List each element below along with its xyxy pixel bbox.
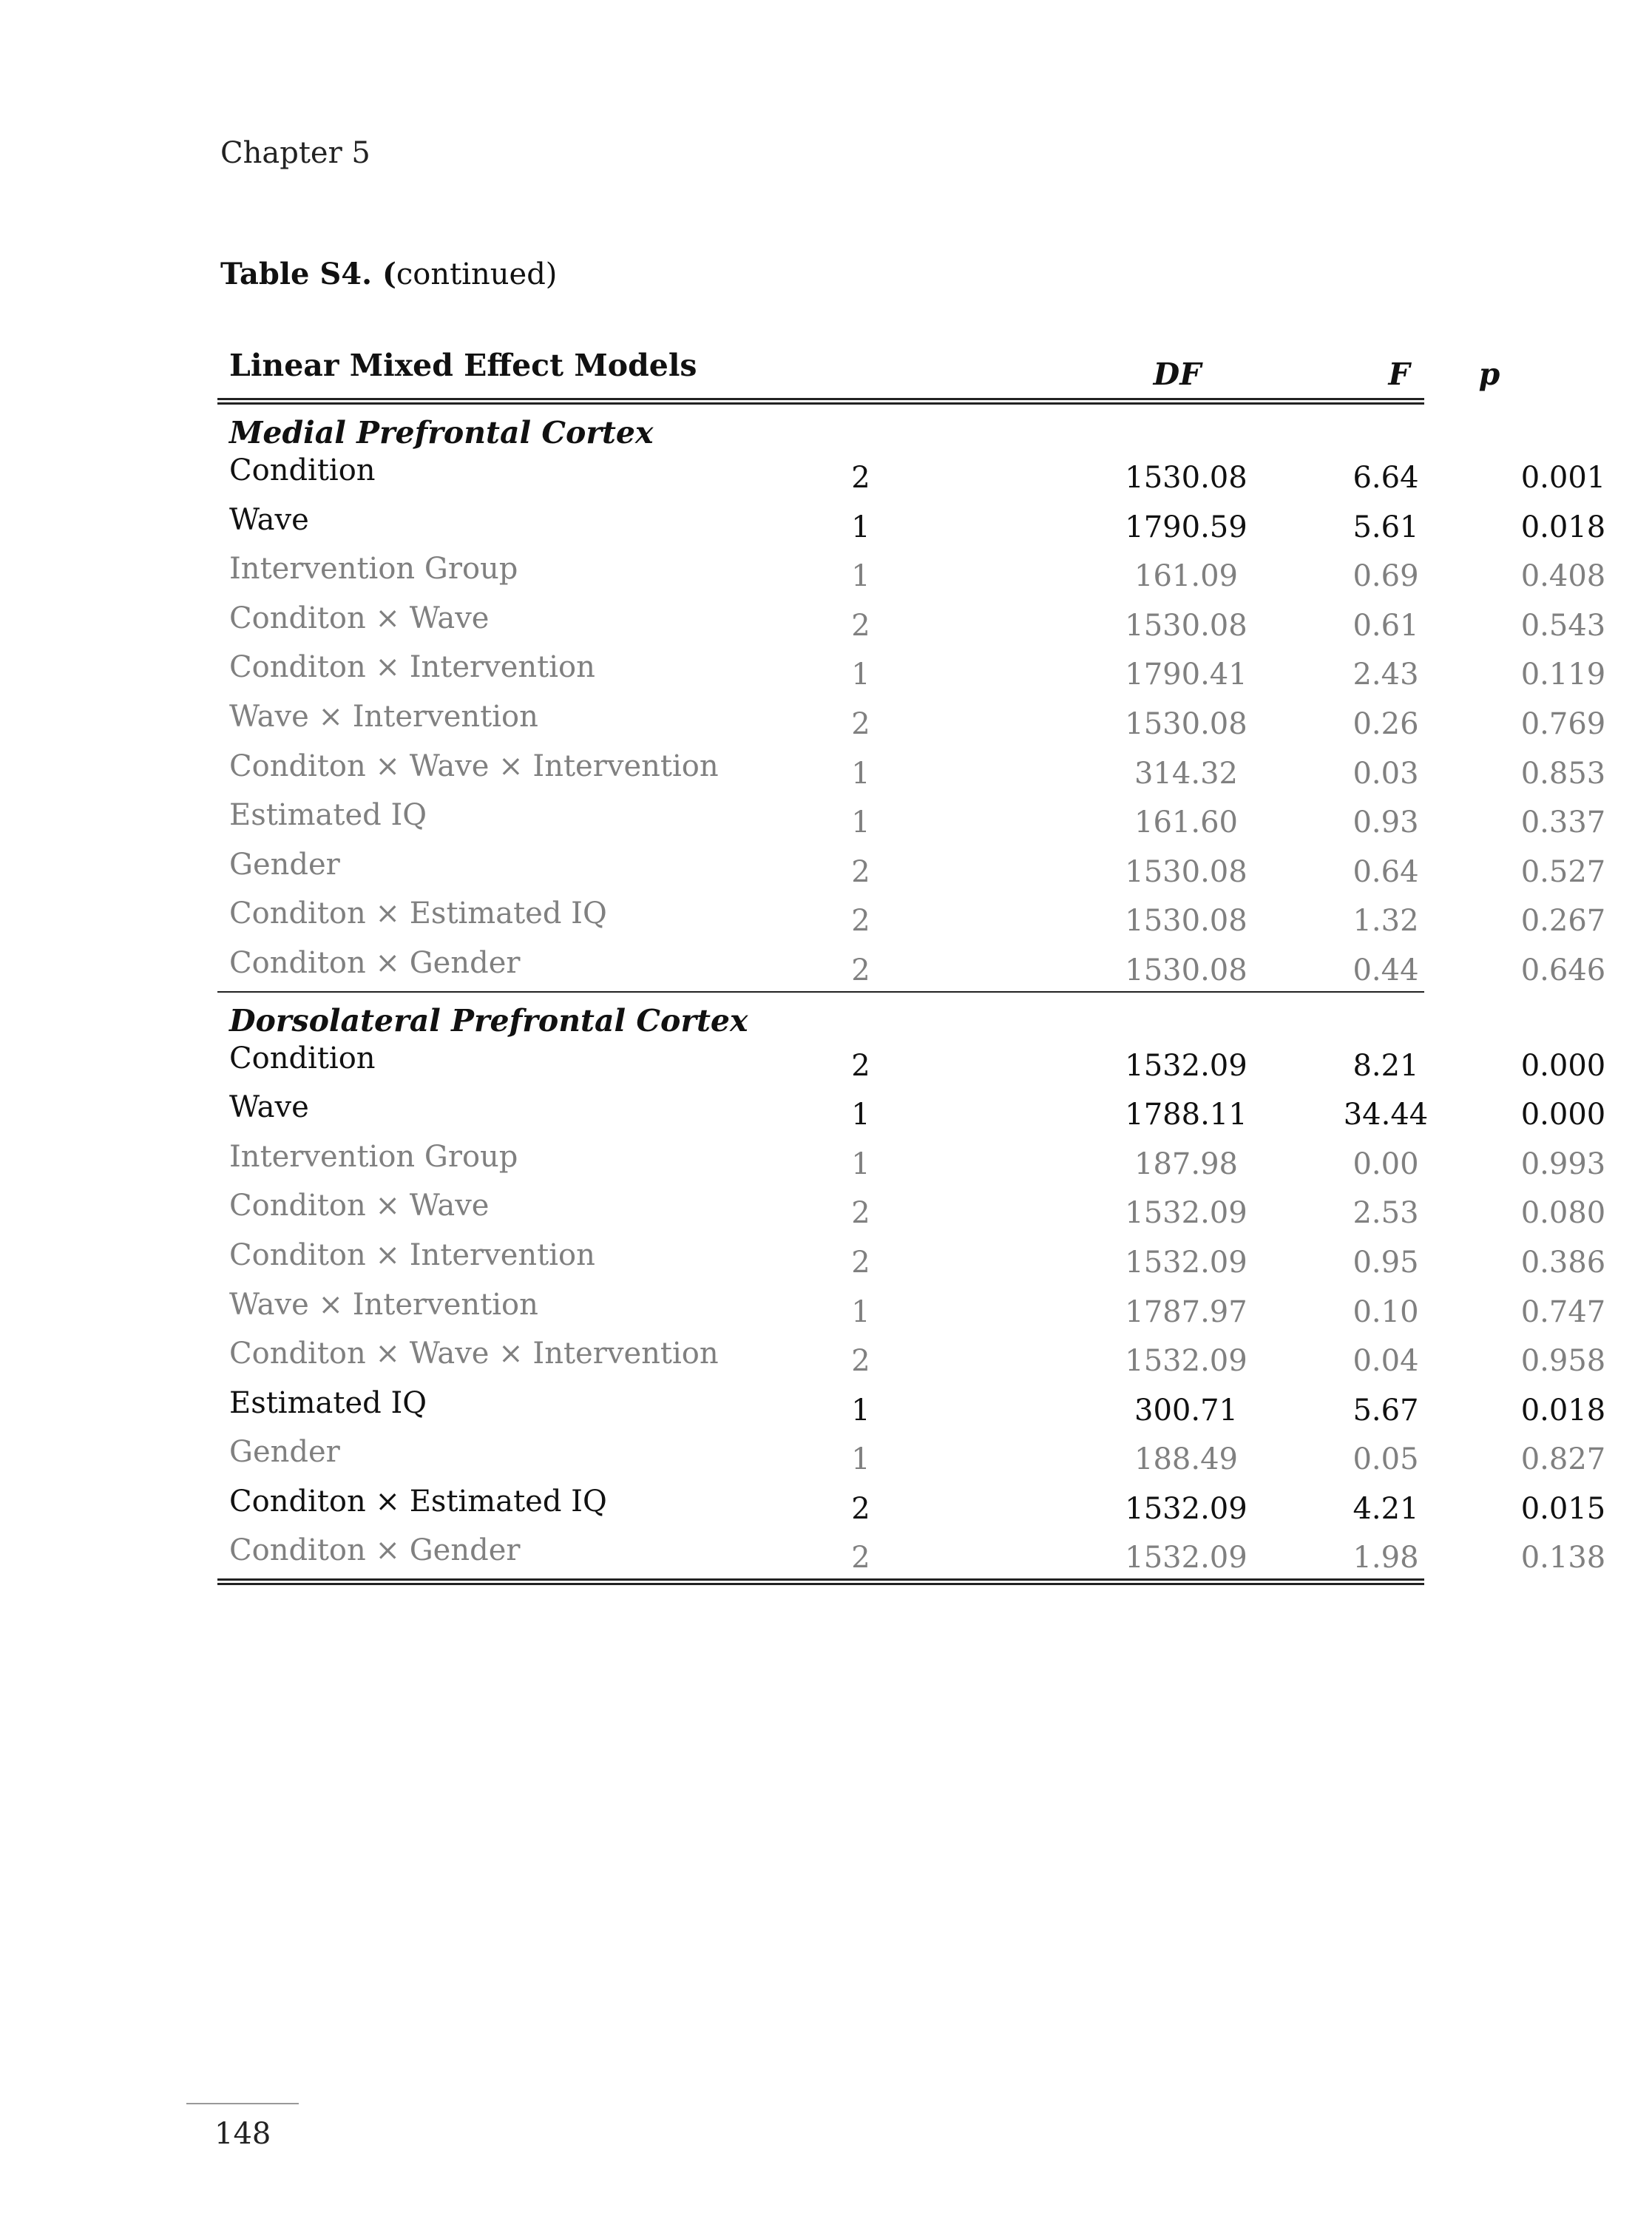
denominator-df-cell: 1530.08 [1125, 608, 1248, 643]
table-row [217, 1135, 1606, 1185]
numerator-df-cell: 2 [851, 1048, 870, 1083]
term-cell: Conditon × Estimated IQ [229, 1484, 607, 1519]
term-cell: Conditon × Wave × Intervention [229, 1337, 719, 1371]
f-value-cell: 8.21 [1353, 1048, 1419, 1083]
numerator-df-cell: 2 [851, 1245, 870, 1280]
term-cell: Wave × Intervention [229, 699, 538, 734]
p-value-cell: 0.000 [1520, 1048, 1606, 1083]
table-row [217, 794, 1606, 843]
p-value-cell: 0.853 [1520, 756, 1606, 791]
term-cell: Wave [229, 502, 309, 537]
f-value-cell: 4.21 [1353, 1491, 1419, 1526]
term-cell: Estimated IQ [229, 1385, 427, 1420]
p-value-cell: 0.267 [1520, 904, 1606, 939]
p-value-cell: 0.000 [1520, 1098, 1606, 1132]
numerator-df-cell: 1 [851, 1146, 870, 1181]
denominator-df-cell: 1530.08 [1125, 854, 1248, 889]
numerator-df-cell: 1 [851, 1393, 870, 1428]
p-value-cell: 0.015 [1520, 1491, 1606, 1526]
denominator-df-cell: 161.09 [1134, 559, 1238, 594]
numerator-df-cell: 2 [851, 904, 870, 939]
p-value-cell: 0.001 [1520, 461, 1606, 495]
f-value-cell: 0.26 [1353, 706, 1419, 741]
denominator-df-cell: 1788.11 [1125, 1098, 1248, 1132]
f-value-cell: 5.67 [1353, 1393, 1419, 1428]
f-value-cell: 0.61 [1353, 608, 1419, 643]
term-cell: Conditon × Wave [229, 1189, 490, 1223]
term-cell: Wave [229, 1090, 309, 1125]
f-value-cell: 0.95 [1353, 1245, 1419, 1280]
denominator-df-cell: 1530.08 [1125, 706, 1248, 741]
denominator-df-cell: 1532.09 [1125, 1245, 1248, 1280]
table-row [217, 942, 1606, 991]
p-value-cell: 0.018 [1520, 510, 1606, 544]
term-cell: Conditon × Intervention [229, 1237, 595, 1272]
term-cell: Gender [229, 1435, 340, 1470]
f-value-cell: 2.43 [1353, 658, 1419, 692]
section-title [217, 993, 1424, 1037]
table-row [217, 745, 1606, 794]
f-value-cell: 0.05 [1353, 1442, 1419, 1477]
table-row [217, 646, 1606, 695]
f-value-cell: 0.93 [1353, 805, 1419, 840]
numerator-df-cell: 2 [851, 953, 870, 987]
section-title-text: Dorsolateral Prefrontal Cortex [229, 1002, 748, 1038]
table-caption-label: Table S4. ( [220, 257, 396, 291]
f-value-cell: 0.44 [1353, 953, 1419, 987]
numerator-df-cell: 2 [851, 461, 870, 495]
table-row [217, 1037, 1606, 1087]
header-double-rule [217, 398, 1424, 405]
term-cell: Condition [229, 453, 376, 487]
f-value-cell: 0.04 [1353, 1344, 1419, 1379]
numerator-df-cell: 2 [851, 1344, 870, 1379]
term-cell: Conditon × Wave [229, 601, 490, 635]
denominator-df-cell: 1787.97 [1125, 1294, 1248, 1329]
p-value-cell: 0.543 [1520, 608, 1606, 643]
term-cell: Conditon × Gender [229, 945, 521, 980]
p-value-cell: 0.527 [1520, 854, 1606, 889]
footer-rule [186, 2103, 299, 2104]
table-row [217, 597, 1606, 646]
term-cell: Condition [229, 1041, 376, 1075]
term-cell: Wave × Intervention [229, 1287, 538, 1322]
column-header-df: DF [1153, 357, 1202, 392]
table-row [217, 1234, 1606, 1283]
table-row [217, 843, 1606, 893]
term-cell: Conditon × Intervention [229, 650, 595, 685]
denominator-df-cell: 1532.09 [1125, 1048, 1248, 1083]
table-row [217, 892, 1606, 942]
denominator-df-cell: 1790.41 [1125, 658, 1248, 692]
table-row [217, 1382, 1606, 1431]
denominator-df-cell: 1532.09 [1125, 1196, 1248, 1231]
p-value-cell: 0.018 [1520, 1393, 1606, 1428]
numerator-df-cell: 2 [851, 706, 870, 741]
table-row [217, 1184, 1606, 1234]
table-caption-text: continued) [396, 257, 558, 291]
term-cell: Conditon × Wave × Intervention [229, 749, 719, 783]
column-header-f: F [1388, 357, 1410, 392]
denominator-df-cell: 300.71 [1134, 1393, 1238, 1428]
f-value-cell: 34.44 [1343, 1098, 1429, 1132]
denominator-df-cell: 1532.09 [1125, 1491, 1248, 1526]
denominator-df-cell: 1532.09 [1125, 1344, 1248, 1379]
table-row [217, 695, 1606, 745]
f-value-cell: 2.53 [1353, 1196, 1419, 1231]
f-value-cell: 0.00 [1353, 1146, 1419, 1181]
term-cell: Gender [229, 847, 340, 882]
table-row [217, 1283, 1606, 1333]
denominator-df-cell: 161.60 [1134, 805, 1238, 840]
numerator-df-cell: 1 [851, 510, 870, 544]
table-body [217, 405, 1606, 1578]
p-value-cell: 0.646 [1520, 953, 1606, 987]
term-cell: Estimated IQ [229, 798, 427, 833]
section-title [217, 405, 1424, 449]
f-value-cell: 1.32 [1353, 904, 1419, 939]
p-value-cell: 0.408 [1520, 559, 1606, 594]
f-value-cell: 5.61 [1353, 510, 1419, 544]
f-value-cell: 6.64 [1353, 461, 1419, 495]
column-header-p: p [1478, 357, 1500, 392]
f-value-cell: 0.03 [1353, 756, 1419, 791]
f-value-cell: 0.64 [1353, 854, 1419, 889]
numerator-df-cell: 1 [851, 1098, 870, 1132]
column-header-model: Linear Mixed Effect Models [229, 348, 697, 383]
bottom-double-rule [217, 1578, 1424, 1585]
p-value-cell: 0.337 [1520, 805, 1606, 840]
table-row [217, 1431, 1606, 1480]
section-title-text: Medial Prefrontal Cortex [229, 415, 654, 450]
denominator-df-cell: 1532.09 [1125, 1541, 1248, 1575]
p-value-cell: 0.827 [1520, 1442, 1606, 1477]
p-value-cell: 0.747 [1520, 1294, 1606, 1329]
numerator-df-cell: 1 [851, 1294, 870, 1329]
table-caption [220, 257, 557, 291]
numerator-df-cell: 1 [851, 1442, 870, 1477]
page-number: 148 [214, 2117, 271, 2151]
table-row [217, 1480, 1606, 1530]
p-value-cell: 0.080 [1520, 1196, 1606, 1231]
p-value-cell: 0.769 [1520, 706, 1606, 741]
f-value-cell: 0.69 [1353, 559, 1419, 594]
statistics-table [217, 348, 1606, 1585]
f-value-cell: 0.10 [1353, 1294, 1419, 1329]
denominator-df-cell: 188.49 [1134, 1442, 1238, 1477]
table-row [217, 499, 1606, 548]
table-row [217, 547, 1606, 597]
p-value-cell: 0.993 [1520, 1146, 1606, 1181]
p-value-cell: 0.958 [1520, 1344, 1606, 1379]
numerator-df-cell: 2 [851, 1491, 870, 1526]
denominator-df-cell: 1530.08 [1125, 953, 1248, 987]
denominator-df-cell: 187.98 [1134, 1146, 1238, 1181]
denominator-df-cell: 1530.08 [1125, 461, 1248, 495]
denominator-df-cell: 1790.59 [1125, 510, 1248, 544]
term-cell: Conditon × Estimated IQ [229, 896, 607, 931]
numerator-df-cell: 1 [851, 658, 870, 692]
numerator-df-cell: 2 [851, 608, 870, 643]
term-cell: Conditon × Gender [229, 1533, 521, 1568]
numerator-df-cell: 2 [851, 854, 870, 889]
table-row [217, 449, 1606, 499]
p-value-cell: 0.138 [1520, 1541, 1606, 1575]
table-row [217, 1332, 1606, 1382]
p-value-cell: 0.119 [1520, 658, 1606, 692]
numerator-df-cell: 2 [851, 1541, 870, 1575]
table-header-row [217, 348, 1500, 398]
chapter-heading: Chapter 5 [220, 136, 370, 170]
numerator-df-cell: 1 [851, 756, 870, 791]
term-cell: Intervention Group [229, 1139, 518, 1174]
denominator-df-cell: 314.32 [1134, 756, 1238, 791]
f-value-cell: 1.98 [1353, 1541, 1419, 1575]
table-row [217, 1086, 1606, 1135]
numerator-df-cell: 1 [851, 805, 870, 840]
p-value-cell: 0.386 [1520, 1245, 1606, 1280]
term-cell: Intervention Group [229, 552, 518, 587]
numerator-df-cell: 2 [851, 1196, 870, 1231]
numerator-df-cell: 1 [851, 559, 870, 594]
denominator-df-cell: 1530.08 [1125, 904, 1248, 939]
table-row [217, 1529, 1606, 1578]
